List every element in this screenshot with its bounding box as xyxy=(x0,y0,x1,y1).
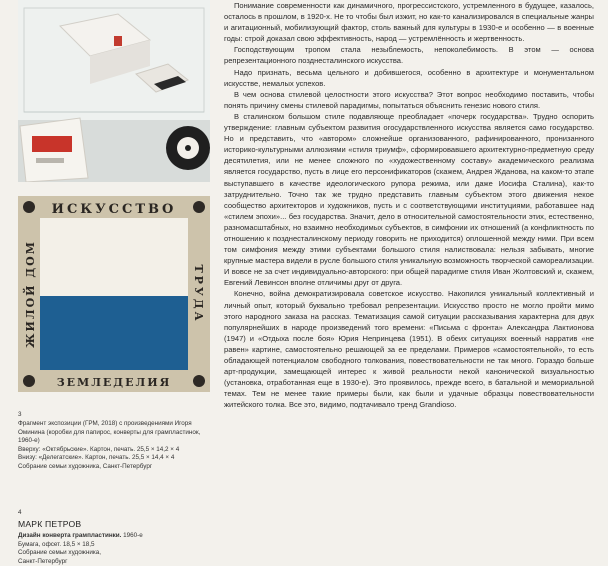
exhibition-photo xyxy=(18,0,210,182)
caption-exhibition xyxy=(18,420,210,472)
artist-name: МАРК ПЕТРОВ xyxy=(18,519,82,529)
paragraph: В сталинском большом стиле подавляюще преобладает «почерк государства». Трудно оспорить утверждение: главным субъектом развития огосударствленного искусства является само государство. Но и представить, что «автором» сложнейше организованного, рафинированного, пронизанного историко-культурными аллюзиями «стиля триумф», сформировавшего архитектурно-предметную среду десятилетия, или не менее сложного по «художественному составу» академического реализма является государство, пусть в лице его персонификаторов (скажем, Андрея Жданова, на каком-то этапе выступавшего в качестве идеологического рупора режима, или даже Иосифа Сталина), как-то затруднительно. Точно так же трудно представить главным субъектом этого движения некое сообщество архитекторов и художников, пусть и с соответствующими институциями, работавшее над «стилем эпохи»... без государства. Значит, дело в относительной самостоятельности этих, естественно, разномасштабных, но взаимно необходимых субъектов, в симфонии их отношений (а конфликтность по отношению к позднесталинскому периоду говорить не приходится) оплошенной между ними. При всем том симфония между этими субъектами большого стиля налиствовала: нельзя забывать, многие крупные мастера видели в русле большого стиля уникальную возможность творческой самореализации. И вовсе не за счет индивидуально-авторского: при общей парадигме стиля Иван Жолтовский и, скажем, Евгений Левинсон вполне отличимы друг от друга. xyxy=(224,111,594,288)
work-city: Санкт-Петербург xyxy=(18,557,68,565)
work-title: Дизайн конверта грампластинки. xyxy=(18,532,122,539)
paragraph: Надо признать, весьма цельного и добившегося, особенно в архитектуре и монументальном искусстве, немалых успехов. xyxy=(224,67,594,88)
record-sleeve-design xyxy=(18,196,210,392)
work-year: 1960-е xyxy=(121,532,143,539)
showcase-illustration xyxy=(18,0,210,182)
main-text-column xyxy=(224,0,594,410)
caption-exhibition-text: Фрагмент экспозиции (ГРМ, 2018) с произведениями Игоря Оминина (коробки для папирос, конверты для грампластинок, 1960-е) xyxy=(18,420,201,445)
caption-number-3: 3 xyxy=(18,411,22,418)
caption-number-4: 4 xyxy=(18,509,22,516)
poster-top-text: ИСКУССТВО xyxy=(51,202,177,217)
paragraph: Господствующим тропом стала незыблемость, непоколебимость. В этом — основа репрезентационного позднесталинского искусства. xyxy=(224,45,594,66)
caption-work xyxy=(18,532,210,566)
paragraph: В чем основа стилевой целостности этого искусства? Этот вопрос необходимо поставить, чтобы понять причину смены стилевой парадигмы, попытаться объяснить генезис нового стиля. xyxy=(224,89,594,110)
work-material: Бумага, офсет. 18,5 × 18,5 xyxy=(18,540,95,548)
poster-left-text: ЖИЛОЙ ДОМ xyxy=(24,240,37,348)
work-collection: Собрание семьи художника, xyxy=(18,549,101,557)
poster-right-text: ТРУДА xyxy=(192,264,205,324)
poster-bottom-text: ЗЕМЛЕДЕЛИЯ xyxy=(56,376,172,389)
caption-collection: Собрание семьи художника, Санкт-Петербург xyxy=(18,462,153,470)
paragraph: Понимание современности как динамичного, прогрессистского, устремленного в будущее, казалось, осталось в прошлом, в 1920-х. Не то чтобы был изжит, но как-то канализировался в специальные жанры и агитационный, мобилизующий фактор, столь важный для культуры в 1930-е и особенно — в военные годы: строй доказал свою эффективность, народ — устремлённость и жертвенность. xyxy=(224,1,594,44)
paragraph: Конечно, война демократизировала советское искусство. Накопился уникальный коллективный и личный опыт, который буквально требовал репрезентации. Искусство просто не могло пройти мимо этого народного заказа на рассказ. Тематизация самой ситуации рассказывания характерна для двух популярнейших в народе произведений того времени: «Письма с фронта» Александра Лактионова (1947) и «Отдыха после боя» Юрия Непринцева (1951). В обеих ситуациях военный нарратив «не равен» картине, самостоятельно решающей за ее пределами. Примеров «самостоятельной», то есть обладающей потенциалом свободного толкования, повествовательности не так много. Гораздо больше арт-продукции, замещающей интерес к живой реальности некой канонической визуальностью (установка, отработанная еще в 1930-е). Это проявилось, прежде всего, в батальной и мемориальной темах. Тем не менее такие примеры были, как были и удачные образцы повествовательности житейского толка. Все это, видимо, подтачивало тренд Grandioso. xyxy=(224,289,594,410)
caption-top-line: Вверху: «Октябрьские». Картон, печать. 25,5 × 14,2 × 4 xyxy=(18,445,180,453)
caption-bottom-line: Внизу: «Делегатские». Картон, печать. 25,5 × 14,4 × 4 xyxy=(18,454,175,462)
